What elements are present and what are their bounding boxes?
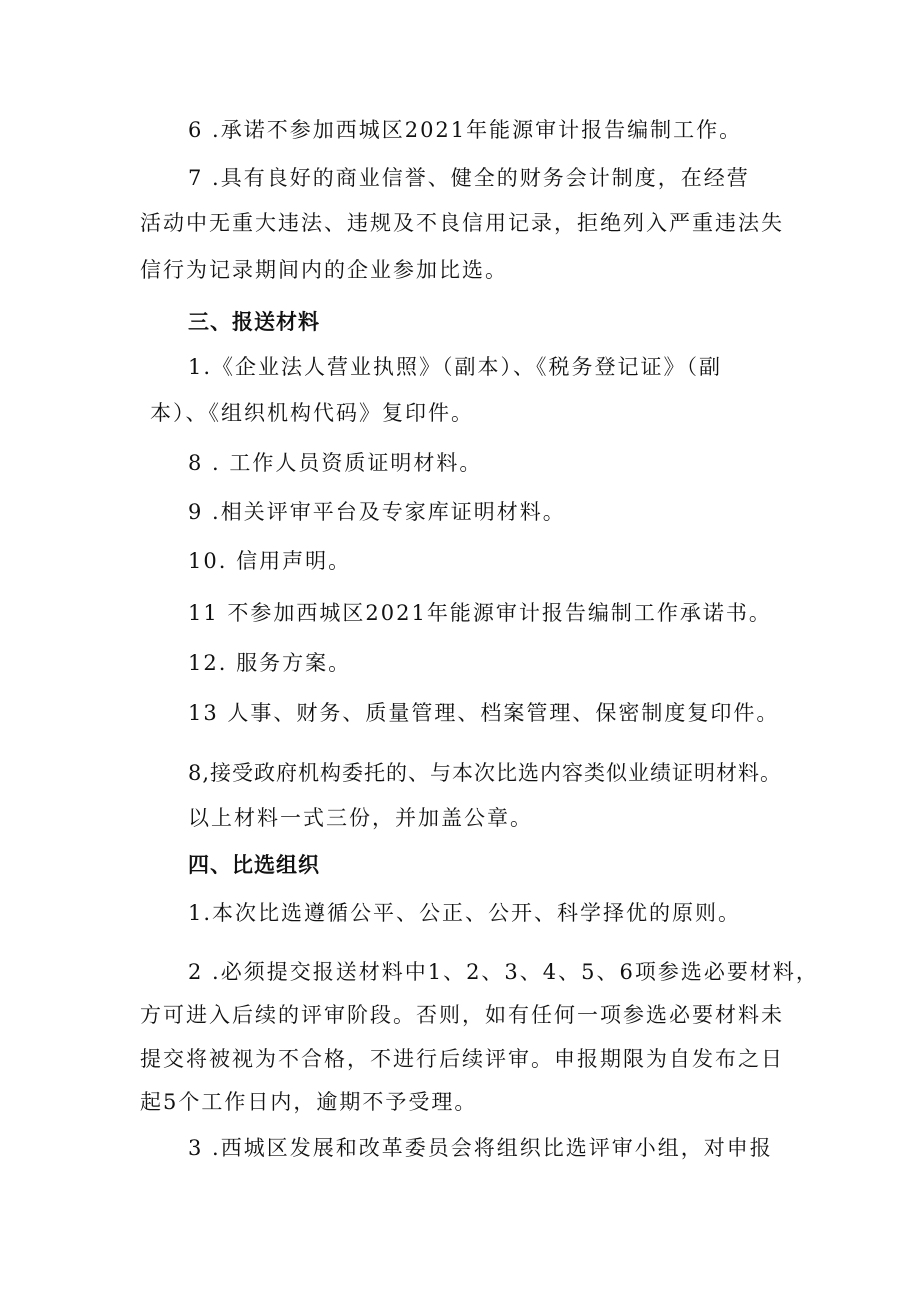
material-13-management-systems: 13 人事、财务、质量管理、档案管理、保密制度复印件。 <box>188 701 780 725</box>
item-6-commitment: 6 .承诺不参加西城区2021年能源审计报告编制工作。 <box>188 118 743 142</box>
item-7-line-3: 信行为记录期间内的企业参加比选。 <box>140 258 508 282</box>
item-7-line-2: 活动中无重大违法、违规及不良信用记录，拒绝列入严重违法失 <box>140 211 784 235</box>
material-12-service-plan: 12. 服务方案。 <box>188 651 352 675</box>
section-3-heading: 三、报送材料 <box>188 310 320 334</box>
organization-item-2-line-3: 提交将被视为不合格，不进行后续评审。申报期限为自发布之日 <box>140 1047 784 1071</box>
organization-item-1: 1.本次比选遵循公平、公正、公开、科学择优的原则。 <box>188 901 742 925</box>
section-4-heading: 四、比选组织 <box>188 853 320 877</box>
organization-item-3-line-1: 3 .西城区发展和改革委员会将组织比选评审小组，对申报 <box>188 1136 773 1160</box>
organization-item-2-line-1: 2 .必须提交报送材料中1、2、3、4、5、6项参选必要材料， <box>188 960 819 984</box>
material-9-expert-pool: 9 .相关评审平台及专家库证明材料。 <box>188 500 566 524</box>
materials-copies-note: 以上材料一式三份，并加盖公章。 <box>188 806 533 830</box>
material-10-credit-statement: 10. 信用声明。 <box>188 549 352 573</box>
material-8-staff-qualification: 8 . 工作人员资质证明材料。 <box>188 451 483 475</box>
organization-item-2-line-2: 方可进入后续的评审阶段。否则，如有任何一项参选必要材料未 <box>140 1003 784 1027</box>
material-1-line-1: 1.《企业法人营业执照》（副本）、《税务登记证》（副 <box>188 355 723 379</box>
material-8-similar-performance: 8,接受政府机构委托的、与本次比选内容类似业绩证明材料。 <box>188 761 783 785</box>
item-7-line-1: 7 .具有良好的商业信誉、健全的财务会计制度，在经营 <box>188 166 750 190</box>
material-1-line-2: 本）、《组织机构代码》复印件。 <box>150 401 474 425</box>
material-11-commitment-letter: 11 不参加西城区2021年能源审计报告编制工作承诺书。 <box>188 601 772 625</box>
organization-item-2-line-4: 起5个工作日内，逾期不予受理。 <box>140 1090 478 1114</box>
